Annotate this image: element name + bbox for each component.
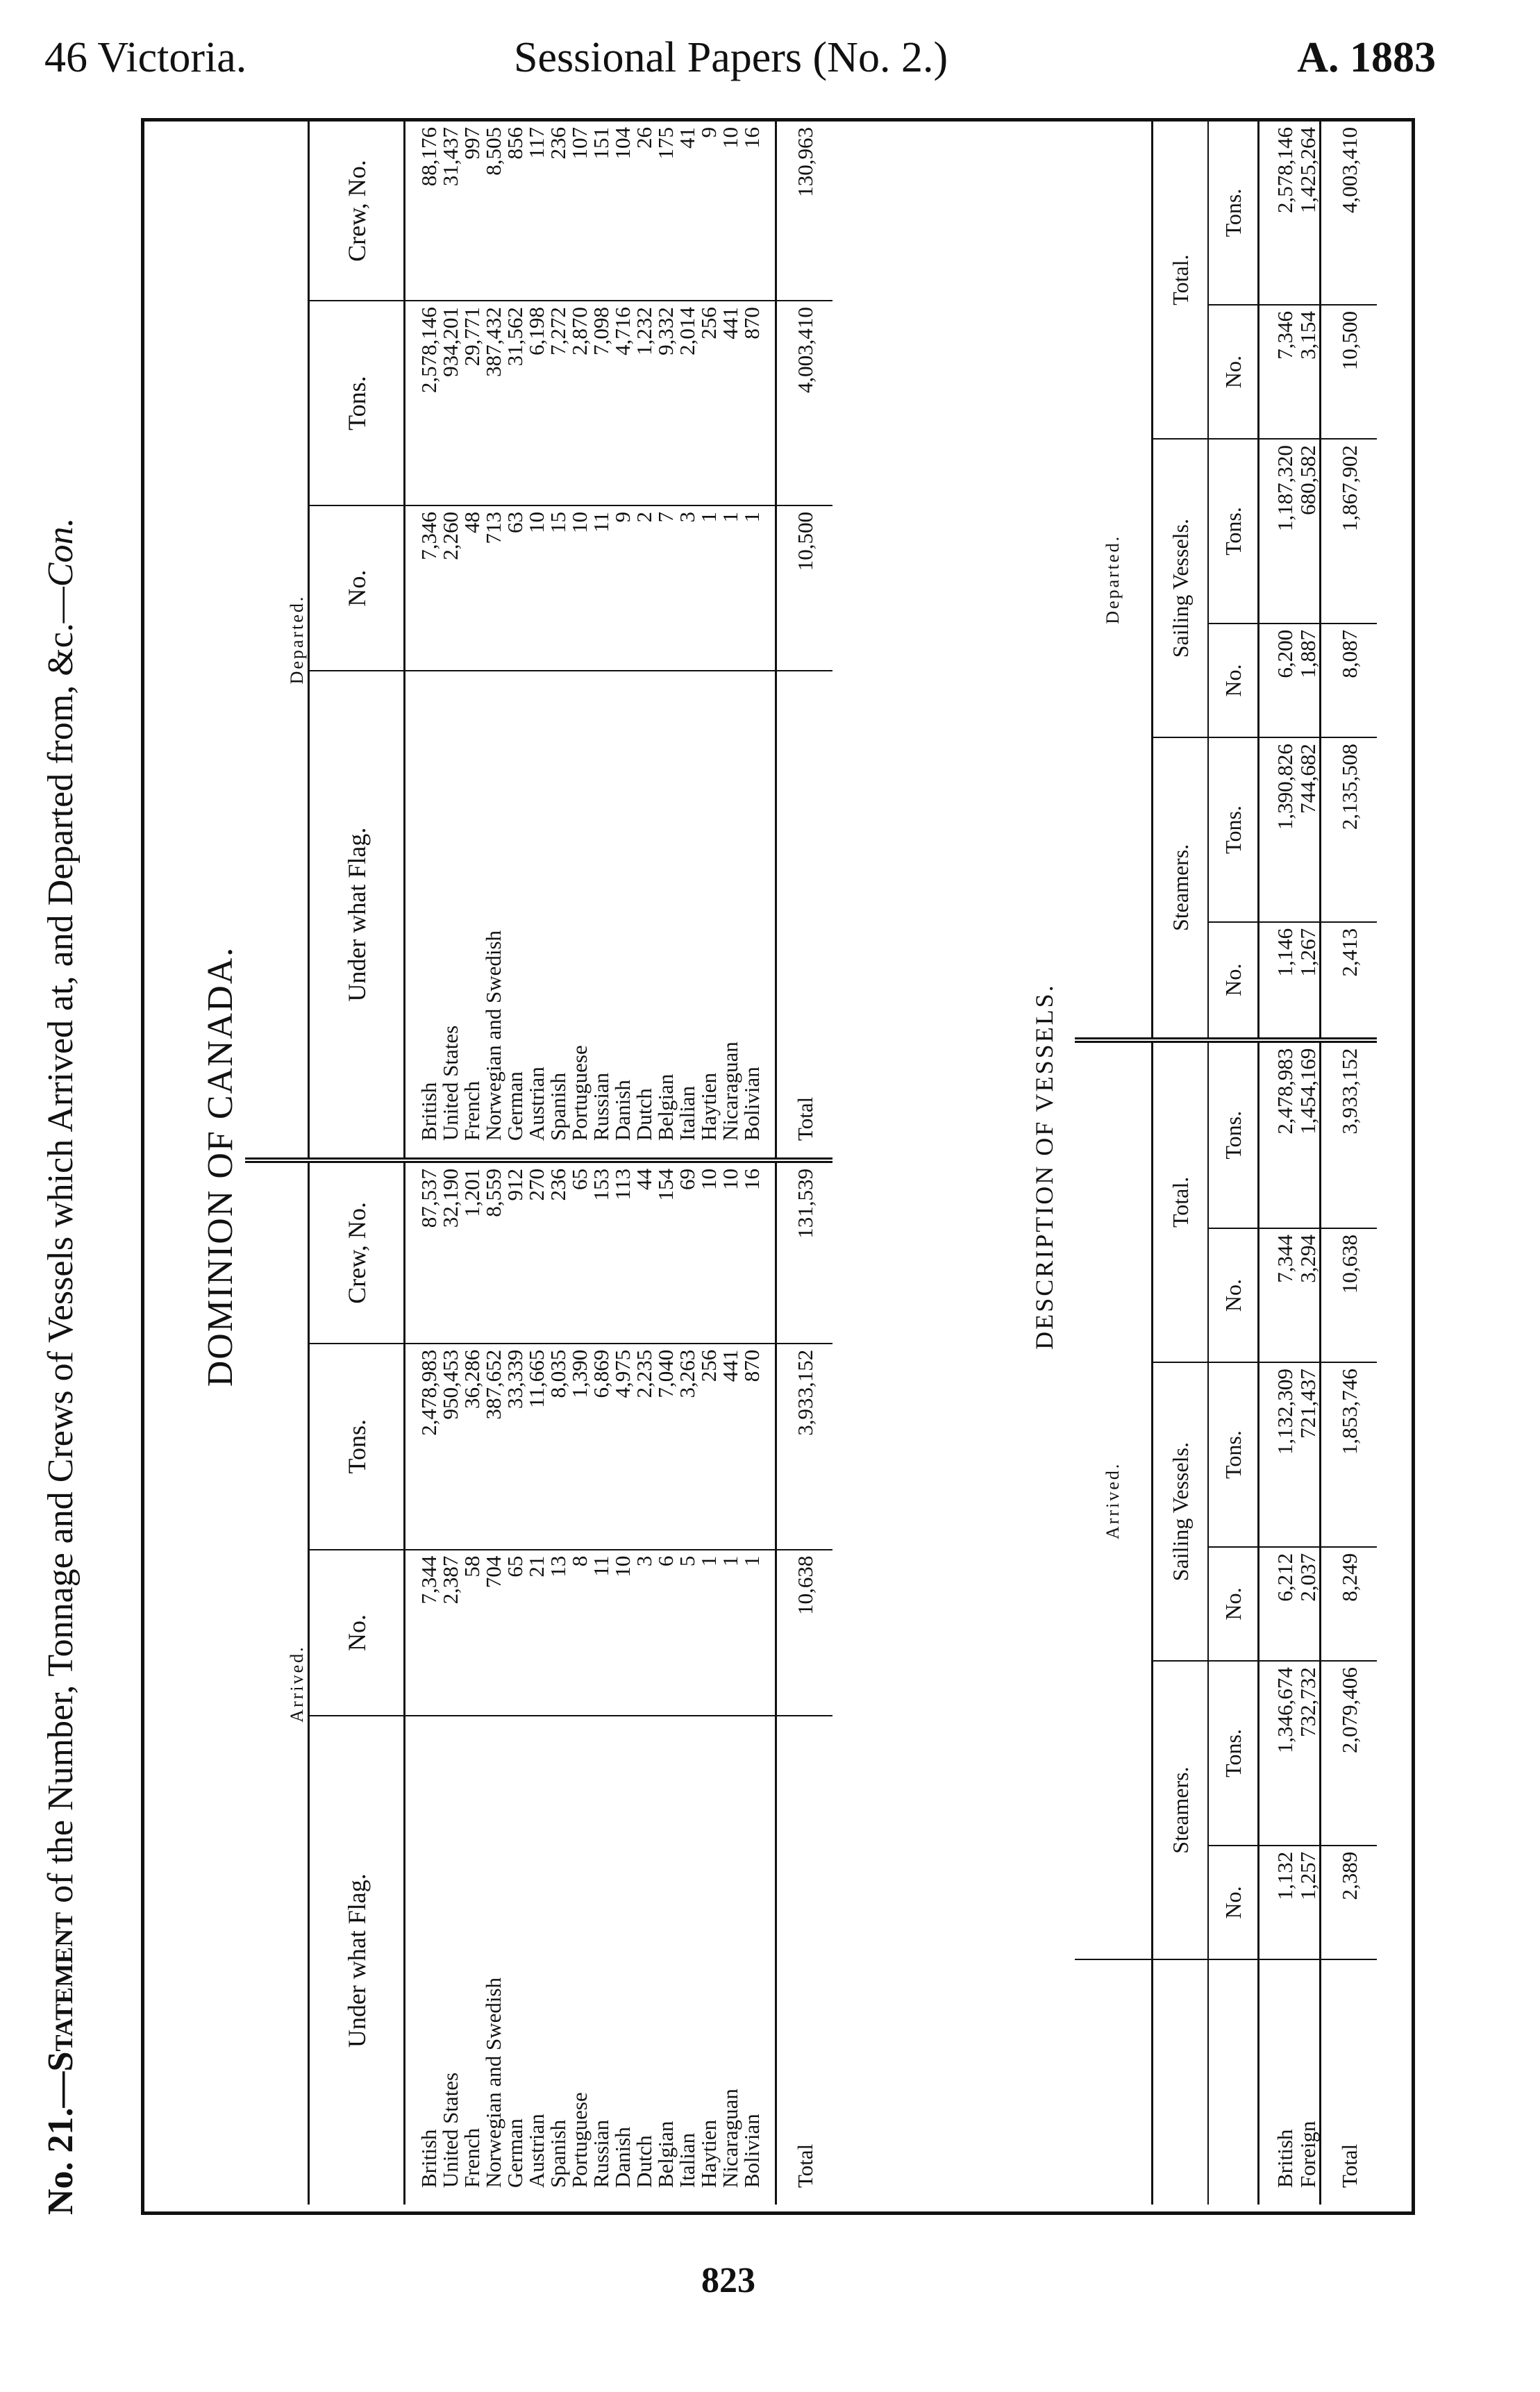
arrived-value: 1,454,169 (1296, 1040, 1321, 1228)
flag-name: Belgian (655, 671, 676, 1160)
table-row (569, 122, 590, 1160)
dep-total-header: Total. (1153, 122, 1209, 439)
arrived-value: 2,478,983 (1259, 1040, 1297, 1228)
vessel-count: 10 (569, 505, 590, 671)
tonnage: 2,870 (569, 301, 590, 505)
statement-number: No. 21.— (41, 2071, 81, 2215)
vessel-count: 704 (483, 1550, 504, 1716)
vessel-count: 7 (655, 505, 676, 671)
crew-count: 16 (741, 122, 776, 301)
table-row (719, 1163, 741, 2205)
vessel-count: 3 (633, 1550, 655, 1716)
total-row (1321, 122, 1378, 2205)
crew-count: 236 (547, 122, 569, 301)
tonnage: 1,390 (569, 1344, 590, 1550)
table-row (741, 122, 776, 1160)
table-row (461, 1163, 483, 2205)
total-label: Total (776, 1716, 833, 2205)
vessel-count: 10 (526, 505, 547, 671)
departed-flag-header: Under what Flag. (309, 671, 405, 1160)
crew-count: 44 (633, 1163, 655, 1344)
table-row (405, 122, 440, 1160)
departed-value: 1,425,264 (1296, 122, 1321, 305)
total-count: 10,638 (776, 1550, 833, 1716)
tonnage: 441 (719, 1344, 741, 1550)
flag-name: United States (438, 2072, 462, 2188)
header-title: Sessional Papers (No. 2.) (514, 34, 948, 81)
desc-label-header (1153, 1959, 1209, 2205)
flag-name: Danish (612, 671, 633, 1160)
vessel-count: 2,387 (440, 1550, 461, 1716)
flag-name: Haytien (698, 671, 719, 1160)
flag-name: Nicaraguan (718, 2089, 742, 2188)
flag-name: Haytien (696, 2119, 721, 2188)
arrived-value: 2,389 (1321, 1846, 1378, 1959)
table-row (612, 122, 633, 1160)
flag-name: Norwegian and Swedish (481, 1977, 505, 2188)
table-row (461, 122, 483, 1160)
crew-count: 104 (612, 122, 633, 301)
vessel-count: 7,344 (405, 1550, 440, 1716)
departed-value: 2,135,508 (1321, 737, 1378, 922)
header-year: A. 1883 (1297, 34, 1436, 81)
departed-value: 1,146 (1259, 922, 1297, 1040)
departed-value: 3,154 (1296, 305, 1321, 439)
tonnage: 33,339 (504, 1344, 526, 1550)
flag-name: Spanish (546, 2119, 570, 2188)
departed-value: 1,390,826 (1259, 737, 1297, 922)
table-row (440, 122, 461, 1160)
crew-count: 31,437 (440, 122, 461, 301)
arrived-value: 1,132 (1259, 1846, 1297, 1959)
tonnage: 441 (719, 301, 741, 505)
tonnage: 29,771 (461, 301, 483, 505)
col-no-header: No. (1208, 624, 1259, 737)
tonnage: 7,040 (655, 1344, 676, 1550)
total-crew: 130,963 (776, 122, 833, 301)
vessel-count: 13 (547, 1550, 569, 1716)
vessel-count: 15 (547, 505, 569, 671)
vessel-count: 5 (676, 1550, 698, 1716)
arrived-value: 3,933,152 (1321, 1040, 1378, 1228)
total-tonnage: 3,933,152 (776, 1344, 833, 1550)
vessel-count: 11 (590, 505, 612, 671)
flag-name: Norwegian and Swedish (483, 671, 504, 1160)
crew-count: 10 (698, 1163, 719, 1344)
tonnage: 36,286 (461, 1344, 483, 1550)
tonnage: 387,432 (483, 301, 504, 505)
table-row (633, 1163, 655, 2205)
description-rows (1259, 122, 1378, 2205)
departed-value: 1,187,320 (1259, 439, 1297, 624)
arrived-value: 2,079,406 (1321, 1661, 1378, 1846)
flag-name: Austrian (526, 671, 547, 1160)
crew-count: 8,505 (483, 122, 504, 301)
tonnage: 2,235 (633, 1344, 655, 1550)
vessel-count: 10 (612, 1550, 633, 1716)
flag-name: British (417, 2129, 441, 2188)
table-row (698, 122, 719, 1160)
page-number: 823 (701, 2261, 755, 2300)
statement-continued: Con. (41, 517, 81, 587)
table-row (526, 122, 547, 1160)
col-no-header: No. (1208, 1228, 1259, 1362)
flag-name: Austrian (524, 2114, 549, 2188)
vessel-count: 48 (461, 505, 483, 671)
statement-word: Statement (41, 1912, 81, 2072)
vessel-count: 1 (719, 1550, 741, 1716)
crew-count: 87,537 (405, 1163, 440, 1344)
flag-name: French (460, 2127, 484, 2188)
col-no-header: No. (1208, 922, 1259, 1040)
table-row (590, 1163, 612, 2205)
crew-count: 175 (655, 122, 676, 301)
table-row (504, 122, 526, 1160)
flag-name: Italian (676, 671, 698, 1160)
crew-count: 107 (569, 122, 590, 301)
flag-name: Danish (610, 2127, 635, 2188)
total-row (776, 1163, 833, 2205)
vessel-count: 713 (483, 505, 504, 671)
vessel-count: 1 (698, 1550, 719, 1716)
crew-count: 151 (590, 122, 612, 301)
crew-count: 88,176 (405, 122, 440, 301)
table-frame (141, 118, 1415, 2215)
arrived-value: 721,437 (1296, 1362, 1321, 1547)
tonnage: 3,263 (676, 1344, 698, 1550)
arrived-flag-header: Under what Flag. (309, 1716, 405, 2205)
description-title: DESCRIPTION OF VESSELS. (1030, 983, 1058, 1350)
tonnage: 7,098 (590, 301, 612, 505)
flag-name: German (504, 671, 526, 1160)
arrived-value: 3,294 (1296, 1228, 1321, 1362)
crew-count: 856 (504, 122, 526, 301)
crew-count: 8,559 (483, 1163, 504, 1344)
crew-count: 997 (461, 122, 483, 301)
tonnage: 870 (741, 1344, 776, 1550)
departed-value: 744,682 (1296, 737, 1321, 922)
row-label: Foreign (1296, 2121, 1320, 2188)
crew-count: 10 (719, 122, 741, 301)
vessel-count: 9 (612, 505, 633, 671)
vessel-count: 6 (655, 1550, 676, 1716)
tonnage: 2,578,146 (405, 301, 440, 505)
flag-name: French (461, 671, 483, 1160)
tonnage: 9,332 (655, 301, 676, 505)
flag-name: Dutch (633, 671, 655, 1160)
departed-value: 1,887 (1296, 624, 1321, 737)
arrived-section-label: Arrived. (287, 1645, 307, 1723)
desc-arrived-label: Arrived. (1075, 1040, 1153, 1959)
table-row (676, 122, 698, 1160)
statement-description: of the Number, Tonnage and Crews of Vessels which Arrived at, and Departed from, &c.— (41, 587, 81, 1912)
row-label: Total (1321, 1959, 1378, 2205)
flag-name: Bolivian (741, 671, 776, 1160)
crew-count: 154 (655, 1163, 676, 1344)
row-label: British (1273, 2129, 1297, 2188)
table-row (1296, 122, 1321, 2205)
table-row (440, 1163, 461, 2205)
crew-count: 41 (676, 122, 698, 301)
flag-name: Belgian (653, 2121, 678, 2188)
departed-rows (405, 122, 833, 1160)
departed-value: 1,867,902 (1321, 439, 1378, 624)
table-row (676, 1163, 698, 2205)
col-no-header: No. (1208, 1846, 1259, 1959)
flag-name: Nicaraguan (719, 671, 741, 1160)
flag-name: Dutch (632, 2135, 656, 2188)
crew-count: 65 (569, 1163, 590, 1344)
table-row (633, 122, 655, 1160)
flag-name: Russian (590, 671, 612, 1160)
arrived-value: 10,638 (1321, 1228, 1378, 1362)
tonnage: 256 (698, 301, 719, 505)
arrived-value: 732,732 (1296, 1661, 1321, 1846)
flag-name: Bolivian (739, 2114, 764, 2188)
vessel-count: 63 (504, 505, 526, 671)
vessel-count: 7,346 (405, 505, 440, 671)
vessel-count: 2 (633, 505, 655, 671)
arrived-crew-header: Crew, No. (309, 1163, 405, 1344)
vessel-count: 1 (719, 505, 741, 671)
departed-section-label: Departed. (245, 122, 309, 1160)
table-row (547, 122, 569, 1160)
flag-name: Russian (589, 2119, 613, 2188)
table-row (612, 1163, 633, 2205)
arr-steamers-header: Steamers. (1153, 1661, 1209, 1959)
departed-value: 4,003,410 (1321, 122, 1378, 305)
flag-name: German (503, 2118, 527, 2188)
crew-count: 32,190 (440, 1163, 461, 1344)
vessel-count: 2,260 (440, 505, 461, 671)
table-row (526, 1163, 547, 2205)
table-row (569, 1163, 590, 2205)
dominion-heading: DOMINION OF CANADA. (201, 946, 240, 1387)
table-row (741, 1163, 776, 2205)
table-row (483, 122, 504, 1160)
col-tons-header: Tons. (1208, 439, 1259, 624)
departed-value: 7,346 (1259, 305, 1297, 439)
tonnage: 2,014 (676, 301, 698, 505)
tonnage: 934,201 (440, 301, 461, 505)
departed-value: 6,200 (1259, 624, 1297, 737)
departed-crew-header: Crew, No. (309, 122, 405, 301)
tonnage: 870 (741, 301, 776, 505)
crew-count: 270 (526, 1163, 547, 1344)
flag-name: United States (440, 671, 461, 1160)
table-row (1259, 122, 1297, 2205)
arrived-value: 8,249 (1321, 1547, 1378, 1661)
vessel-count: 1 (698, 505, 719, 671)
arrived-value: 7,344 (1259, 1228, 1297, 1362)
flag-name: Italian (675, 2132, 699, 2188)
departed-tons-header: Tons. (309, 301, 405, 505)
arrived-value: 1,132,309 (1259, 1362, 1297, 1547)
table-row (590, 122, 612, 1160)
tonnage: 950,453 (440, 1344, 461, 1550)
crew-count: 236 (547, 1163, 569, 1344)
col-no-header: No. (1208, 305, 1259, 439)
table-row (483, 1163, 504, 2205)
arrived-rows (405, 1163, 833, 2205)
crew-count: 1,201 (461, 1163, 483, 1344)
vessel-count: 65 (504, 1550, 526, 1716)
vessel-count: 1 (741, 1550, 776, 1716)
dep-steamers-header: Steamers. (1153, 737, 1209, 1040)
vessel-count: 3 (676, 505, 698, 671)
flag-name: British (405, 671, 440, 1160)
arr-total-header: Total. (1153, 1040, 1209, 1363)
table-row (655, 1163, 676, 2205)
description-table (1075, 122, 1377, 2205)
departed-no-header: No. (309, 505, 405, 671)
total-label: Total (776, 671, 833, 1160)
total-tonnage: 4,003,410 (776, 301, 833, 505)
desc-corner (1075, 1959, 1153, 2205)
table-row (698, 1163, 719, 2205)
crew-count: 117 (526, 122, 547, 301)
tonnage: 31,562 (504, 301, 526, 505)
tonnage: 2,478,983 (405, 1344, 440, 1550)
tonnage: 256 (698, 1344, 719, 1550)
vessel-count: 8 (569, 1550, 590, 1716)
departed-value: 10,500 (1321, 305, 1378, 439)
crew-count: 113 (612, 1163, 633, 1344)
departed-value: 2,578,146 (1259, 122, 1297, 305)
col-tons-header: Tons. (1208, 122, 1259, 305)
statement-title (40, 118, 81, 2215)
flag-name: Spanish (547, 671, 569, 1160)
vessel-count: 21 (526, 1550, 547, 1716)
col-tons-header: Tons. (1208, 1362, 1259, 1547)
desc-departed-label: Departed. (1075, 122, 1153, 1040)
flag-name: Portuguese (567, 2092, 592, 2188)
header-session: 46 Victoria. (44, 34, 247, 81)
tonnage: 6,198 (526, 301, 547, 505)
crew-count: 10 (719, 1163, 741, 1344)
vessel-count: 1 (741, 505, 776, 671)
tonnage: 6,869 (590, 1344, 612, 1550)
crew-count: 16 (741, 1163, 776, 1344)
rotated-content (40, 118, 1415, 2215)
arrived-tons-header: Tons. (309, 1344, 405, 1550)
crew-count: 153 (590, 1163, 612, 1344)
col-no-header: No. (1208, 1547, 1259, 1661)
arrived-value: 1,853,746 (1321, 1362, 1378, 1547)
total-row (776, 122, 833, 1160)
crew-count: 26 (633, 122, 655, 301)
crew-count: 69 (676, 1163, 698, 1344)
arrived-value: 1,346,674 (1259, 1661, 1297, 1846)
arr-sailing-header: Sailing Vessels. (1153, 1362, 1209, 1661)
crew-count: 9 (698, 122, 719, 301)
departed-value: 1,267 (1296, 922, 1321, 1040)
tonnage: 7,272 (547, 301, 569, 505)
arrived-value: 1,257 (1296, 1846, 1321, 1959)
tonnage: 1,232 (633, 301, 655, 505)
tonnage: 4,975 (612, 1344, 633, 1550)
desc-blank-header (1208, 1959, 1259, 2205)
departed-value: 8,087 (1321, 624, 1378, 737)
tonnage: 8,035 (547, 1344, 569, 1550)
col-tons-header: Tons. (1208, 737, 1259, 922)
departed-value: 680,582 (1296, 439, 1321, 624)
tonnage: 11,665 (526, 1344, 547, 1550)
table-row (719, 122, 741, 1160)
vessel-count: 58 (461, 1550, 483, 1716)
table-row (504, 1163, 526, 2205)
arrived-table (245, 1163, 832, 2205)
departed-table (245, 122, 832, 1163)
table-row (547, 1163, 569, 2205)
arrived-no-header: No. (309, 1550, 405, 1716)
flag-name: Portuguese (569, 671, 590, 1160)
dep-sailing-header: Sailing Vessels. (1153, 439, 1209, 737)
tonnage: 4,716 (612, 301, 633, 505)
table-row (405, 1163, 440, 2205)
arrived-value: 6,212 (1259, 1547, 1297, 1661)
tonnage: 387,652 (483, 1344, 504, 1550)
departed-value: 2,413 (1321, 922, 1378, 1040)
table-row (655, 122, 676, 1160)
total-count: 10,500 (776, 505, 833, 671)
col-tons-header: Tons. (1208, 1040, 1259, 1228)
col-tons-header: Tons. (1208, 1661, 1259, 1846)
vessel-count: 11 (590, 1550, 612, 1716)
arrived-value: 2,037 (1296, 1547, 1321, 1661)
crew-count: 912 (504, 1163, 526, 1344)
total-crew: 131,539 (776, 1163, 833, 1344)
